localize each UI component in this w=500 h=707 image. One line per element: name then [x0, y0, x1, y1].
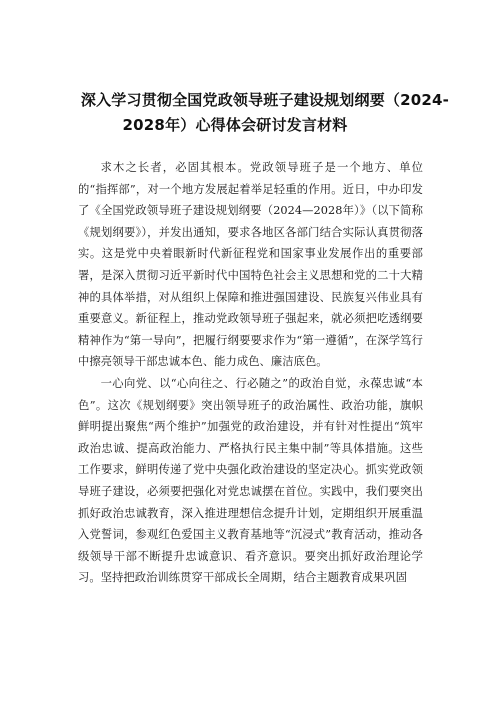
document-title [0, 88, 500, 138]
title-line-2: 2028年）心得体会研讨发言材料 [122, 116, 348, 134]
paragraph-2: 一心向党、以“心向往之、行必随之”的政治自觉，永葆忠诚“本色”。这次《规划纲要》突出领导班子的政治属性、政治功能，旗帜鲜明提出聚焦“两个维护”加强党的政治建设，并有针对性提出“筑牢政治忠诚、提高政治能力、严格执行民主集中制”等具体措施。这些工作要求，鲜明传递了党中央强化政治建设的坚定决心。抓实党政领导班子建设，必须要把强化对党忠诚摆在首位。实践中，我们要突出抓好政治忠诚教育，深入推进理想信念提升计划，定期组织开展重温入党誓词，参观红色爱国主义教育基地等“沉浸式”教育活动，推动各级领导干部不断提升忠诚意识、看齐意识。要突出抓好政治理论学习。坚持把政治训练贯穿干部成长全周期，结合主题教育成果巩固 [78, 376, 423, 585]
paragraph-1: 求木之长者，必固其根本。党政领导班子是一个地方、单位的“指挥部”，对一个地方发展起着举足轻重的作用。近日，中办印发了《全国党政领导班子建设规划纲要（2024—2028年）》（以下简称《规划纲要》），并发出通知，要求各地区各部门结合实际认真贯彻落实。这是党中央着眼新时代新征程党和国家事业发展作出的重要部署，是深入贯彻习近平新时代中国特色社会主义思想和党的二十大精神的具体举措，对从组织上保障和推进强国建设、民族复兴伟业具有重要意义。新征程上，推动党政领导班子强起来，就必须把吃透纲要精神作为“第一导向”，把履行纲要要求作为“第一遵循”，在深学笃行中擦亮领导干部忠诚本色、能力成色、廉洁底色。 [78, 161, 423, 369]
document-body [78, 157, 423, 589]
title-line-1: 深入学习贯彻全国党政领导班子建设规划纲要（2024- [80, 91, 450, 109]
